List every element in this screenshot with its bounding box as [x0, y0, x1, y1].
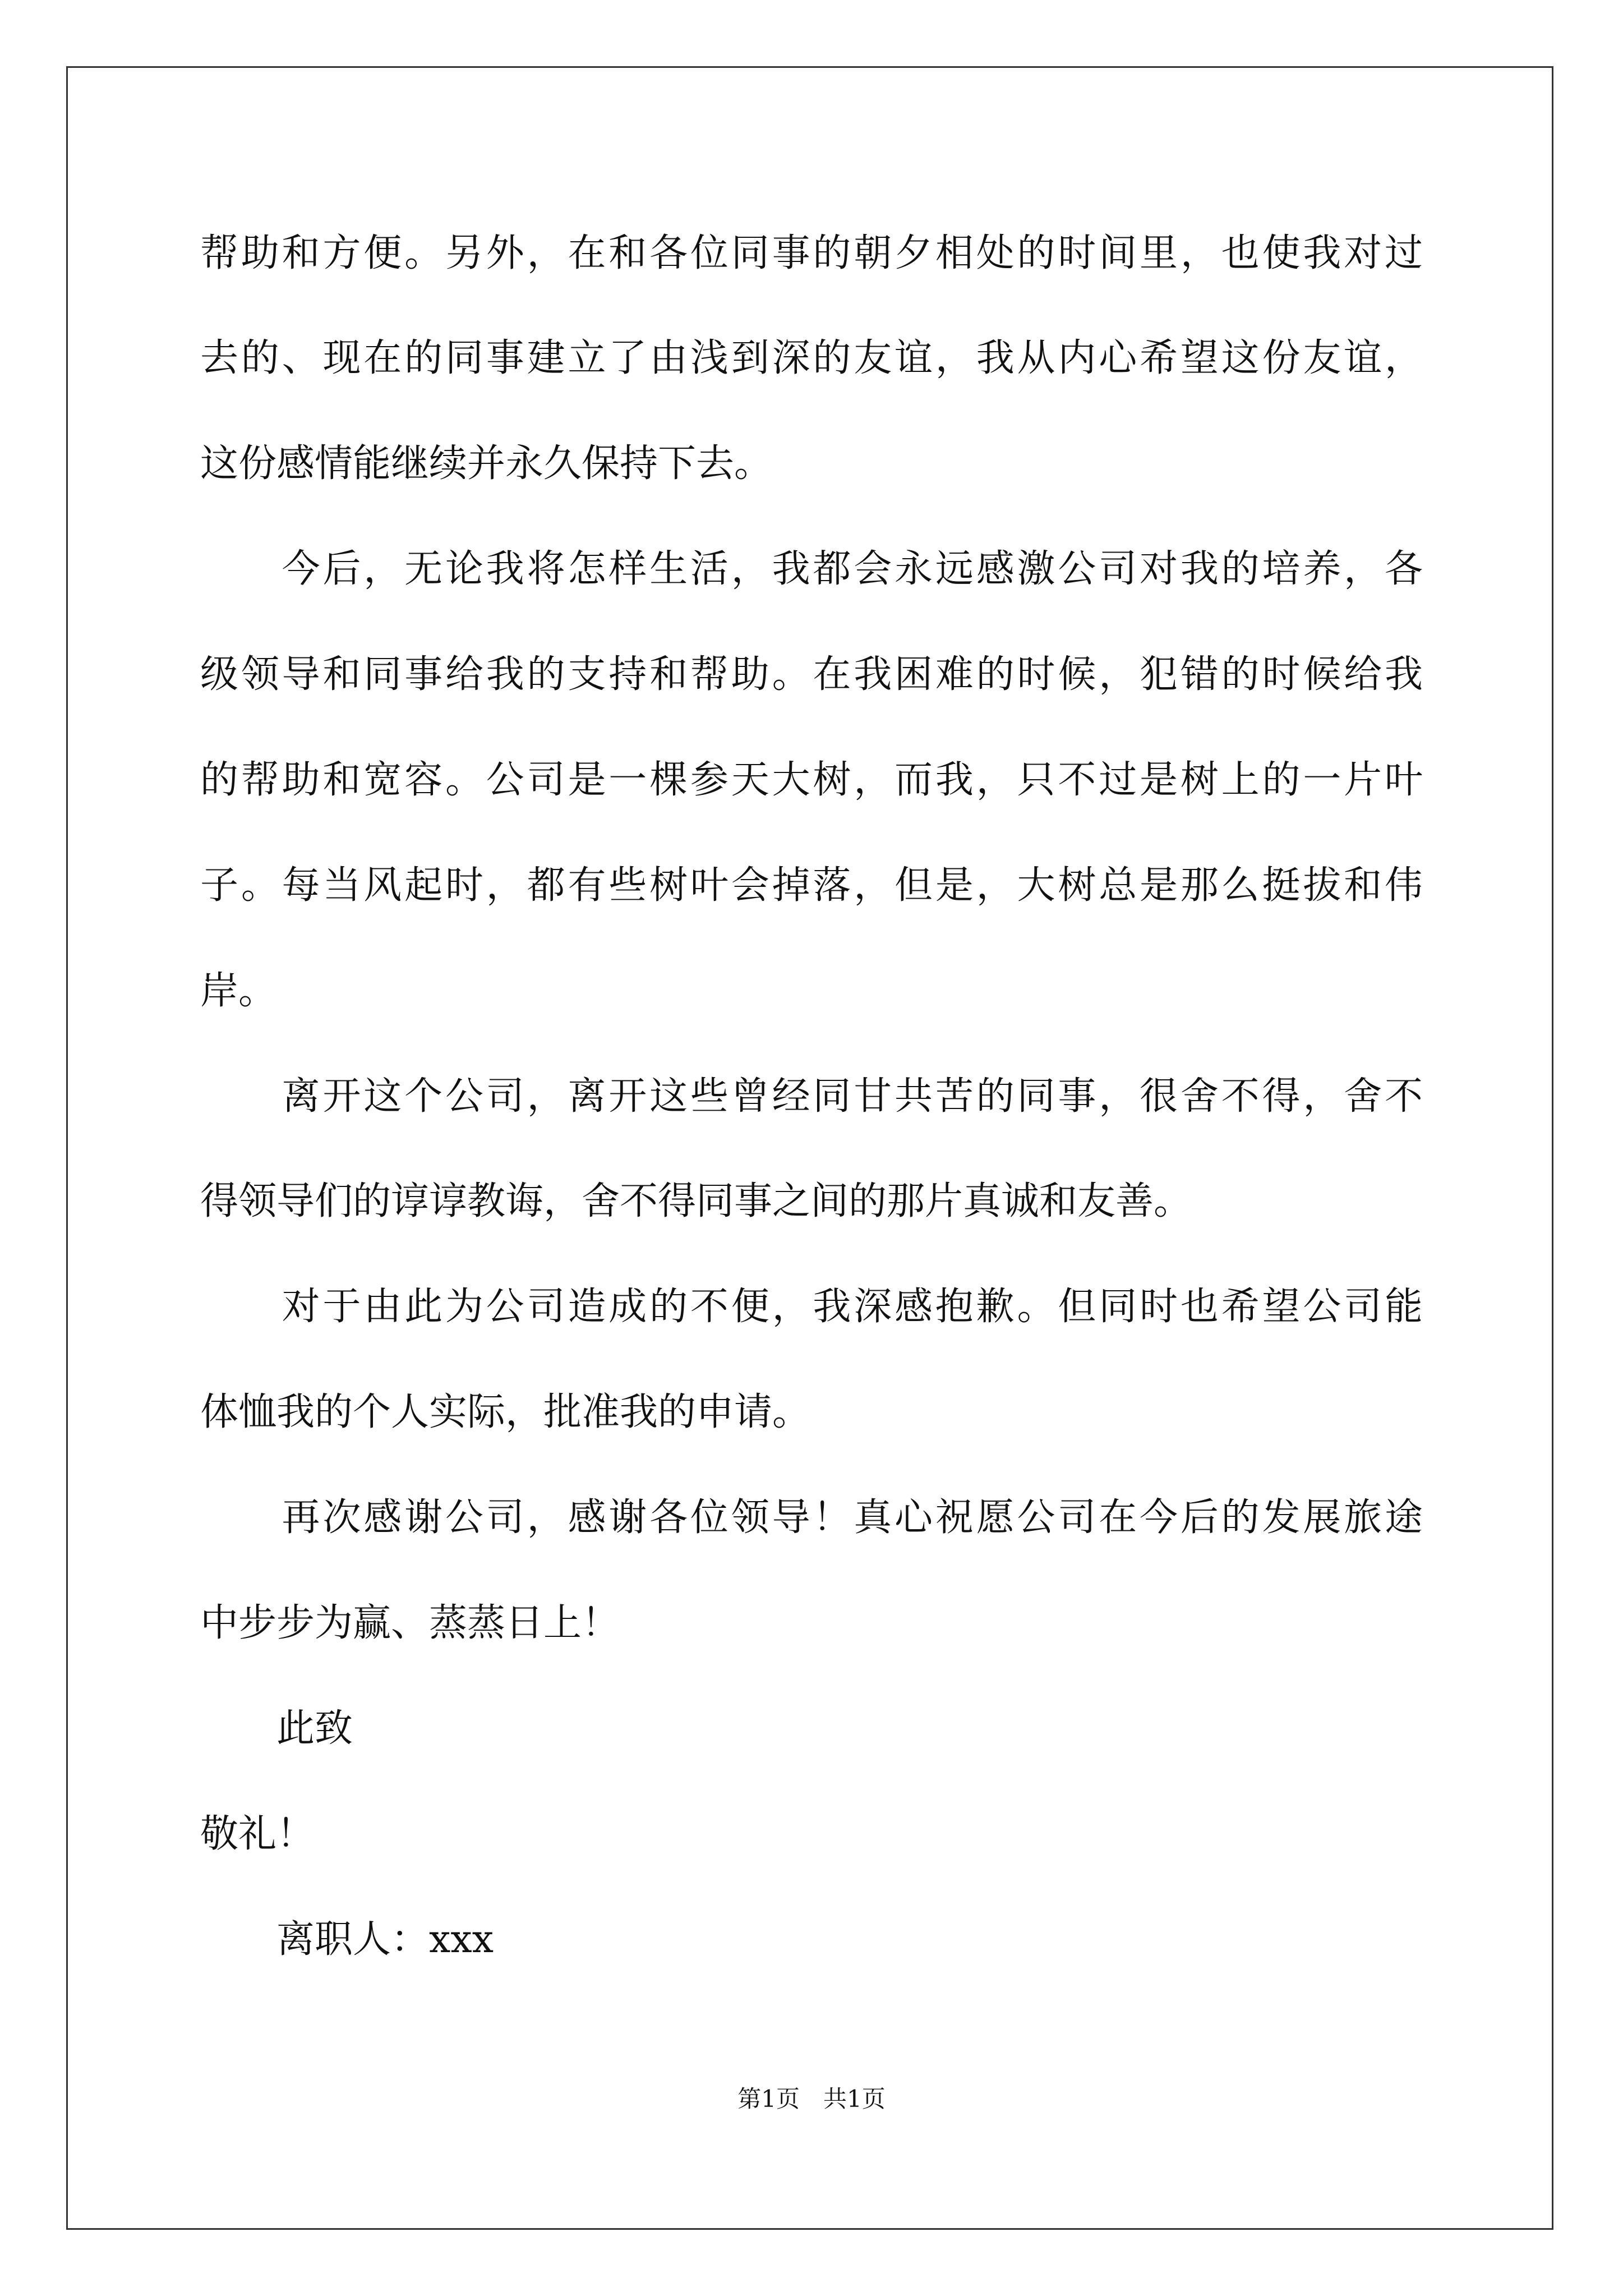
body-line: 的帮助和宽容。公司是一棵参天大树，而我，只不过是树上的一片叶: [200, 758, 1423, 802]
body-line: 帮助和方便。另外，在和各位同事的朝夕相处的时间里，也使我对过: [200, 231, 1423, 275]
body-line: 中步步为赢、蒸蒸日上！: [200, 1601, 620, 1645]
body-line: 今后，无论我将怎样生活，我都会永远感激公司对我的培养，各: [200, 547, 1423, 591]
body-line: 岸。: [200, 969, 277, 1013]
body-line: 去的、现在的同事建立了由浅到深的友谊，我从内心希望这份友谊，: [200, 336, 1423, 380]
closing-line: 此致: [200, 1706, 353, 1751]
body-line: 子。每当风起时，都有些树叶会掉落，但是，大树总是那么挺拔和伟: [200, 863, 1423, 908]
page-number-footer: 第1页 共1页: [737, 2085, 886, 2113]
body-line: 级领导和同事给我的支持和帮助。在我困难的时候，犯错的时候给我: [200, 652, 1423, 697]
body-line: 再次感谢公司，感谢各位领导！真心祝愿公司在今后的发展旅途: [200, 1496, 1423, 1540]
signature-line: 离职人：xxx: [200, 1917, 494, 1962]
body-line: 体恤我的个人实际，批准我的申请。: [200, 1390, 811, 1434]
body-line: 离开这个公司，离开这些曾经同甘共苦的同事，很舍不得，舍不: [200, 1074, 1423, 1119]
body-line: 对于由此为公司造成的不便，我深感抱歉。但同时也希望公司能: [200, 1285, 1423, 1329]
body-line: 得领导们的谆谆教诲，舍不得同事之间的那片真诚和友善。: [200, 1179, 1192, 1223]
salutation-line: 敬礼！: [200, 1812, 315, 1856]
body-line: 这份感情能继续并永久保持下去。: [200, 441, 773, 486]
